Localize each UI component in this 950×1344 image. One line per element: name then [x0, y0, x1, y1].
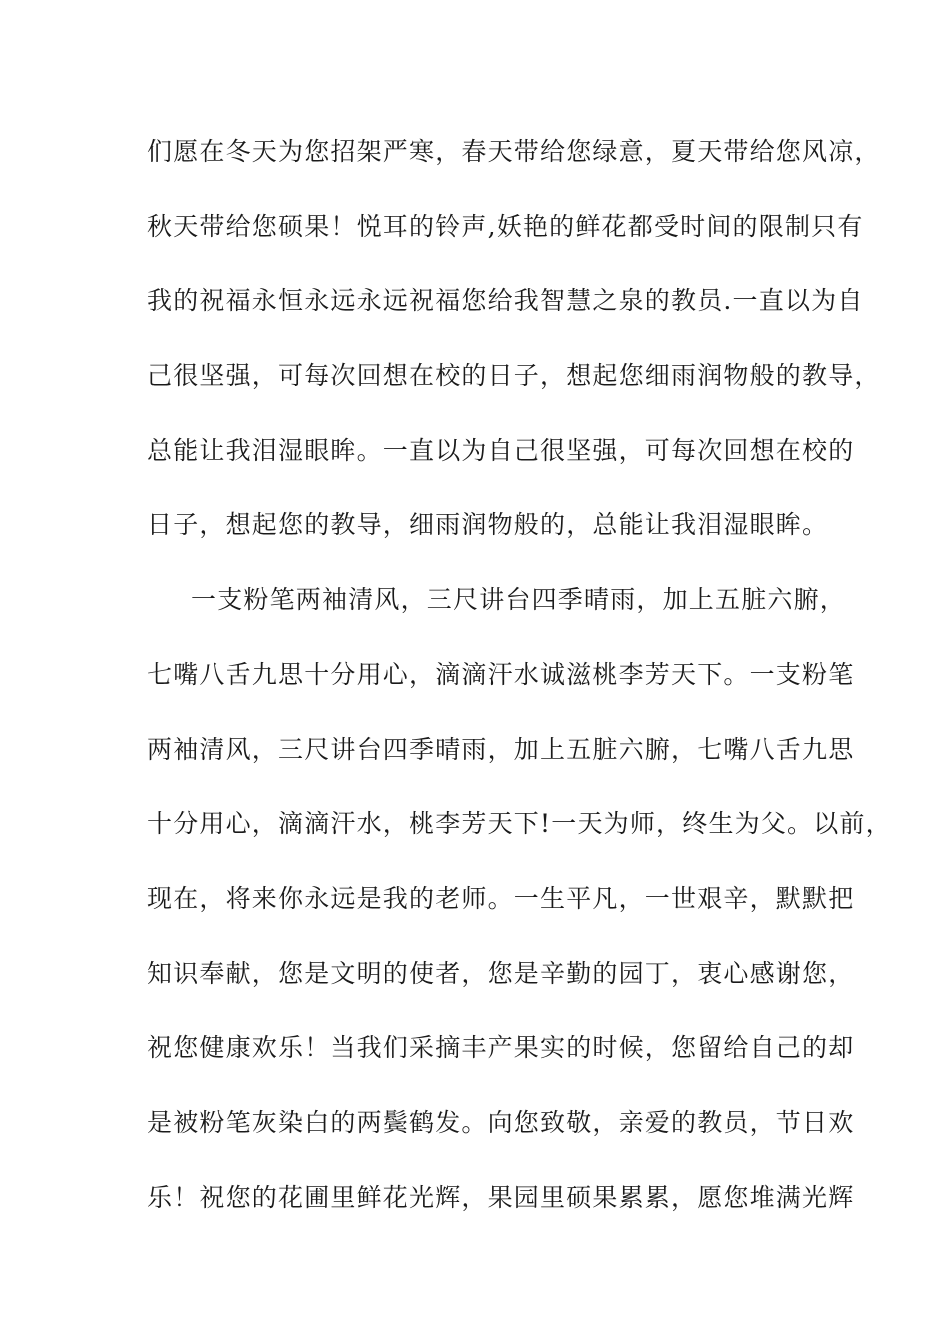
text-line: 两袖清风，三尺讲台四季晴雨，加上五脏六腑，七嘴八舌九思 [147, 734, 855, 764]
text-line: 祝您健康欢乐！当我们采摘丰产果实的时候，您留给自己的却 [147, 1033, 855, 1063]
text-line: 七嘴八舌九思十分用心，滴滴汗水诚滋桃李芳天下。一支粉笔 [147, 659, 855, 689]
document-body [147, 127, 892, 1247]
paragraph-first-line: 一支粉笔两袖清风，三尺讲台四季晴雨，加上五脏六腑， [191, 585, 847, 615]
text-line: 十分用心，滴滴汗水，桃李芳天下!一天为师，终生为父。以前， [147, 809, 892, 839]
text-line: 己很坚强，可每次回想在校的日子，想起您细雨润物般的教导， [147, 361, 881, 391]
text-line: 知识奉献，您是文明的使者，您是辛勤的园丁，衷心感谢您， [147, 958, 855, 988]
text-line: 日子，想起您的教导，细雨润物般的，总能让我泪湿眼眸。 [147, 510, 829, 540]
text-line: 我的祝福永恒永远永远祝福您给我智慧之泉的教员.一直以为自 [147, 286, 864, 316]
text-line: 现在，将来你永远是我的老师。一生平凡，一世艰辛，默默把 [147, 883, 855, 913]
text-line: 乐！祝您的花圃里鲜花光辉，果园里硕果累累，愿您堆满光辉 [147, 1182, 855, 1212]
text-line: 秋天带给您硕果！悦耳的铃声,妖艳的鲜花都受时间的限制只有 [147, 211, 864, 241]
text-line: 是被粉笔灰染白的两鬓鹤发。向您致敬，亲爱的教员，节日欢 [147, 1107, 855, 1137]
text-line: 总能让我泪湿眼眸。一直以为自己很坚强，可每次回想在校的 [147, 435, 855, 465]
text-line: 们愿在冬天为您招架严寒，春天带给您绿意，夏天带给您风凉， [147, 137, 881, 166]
